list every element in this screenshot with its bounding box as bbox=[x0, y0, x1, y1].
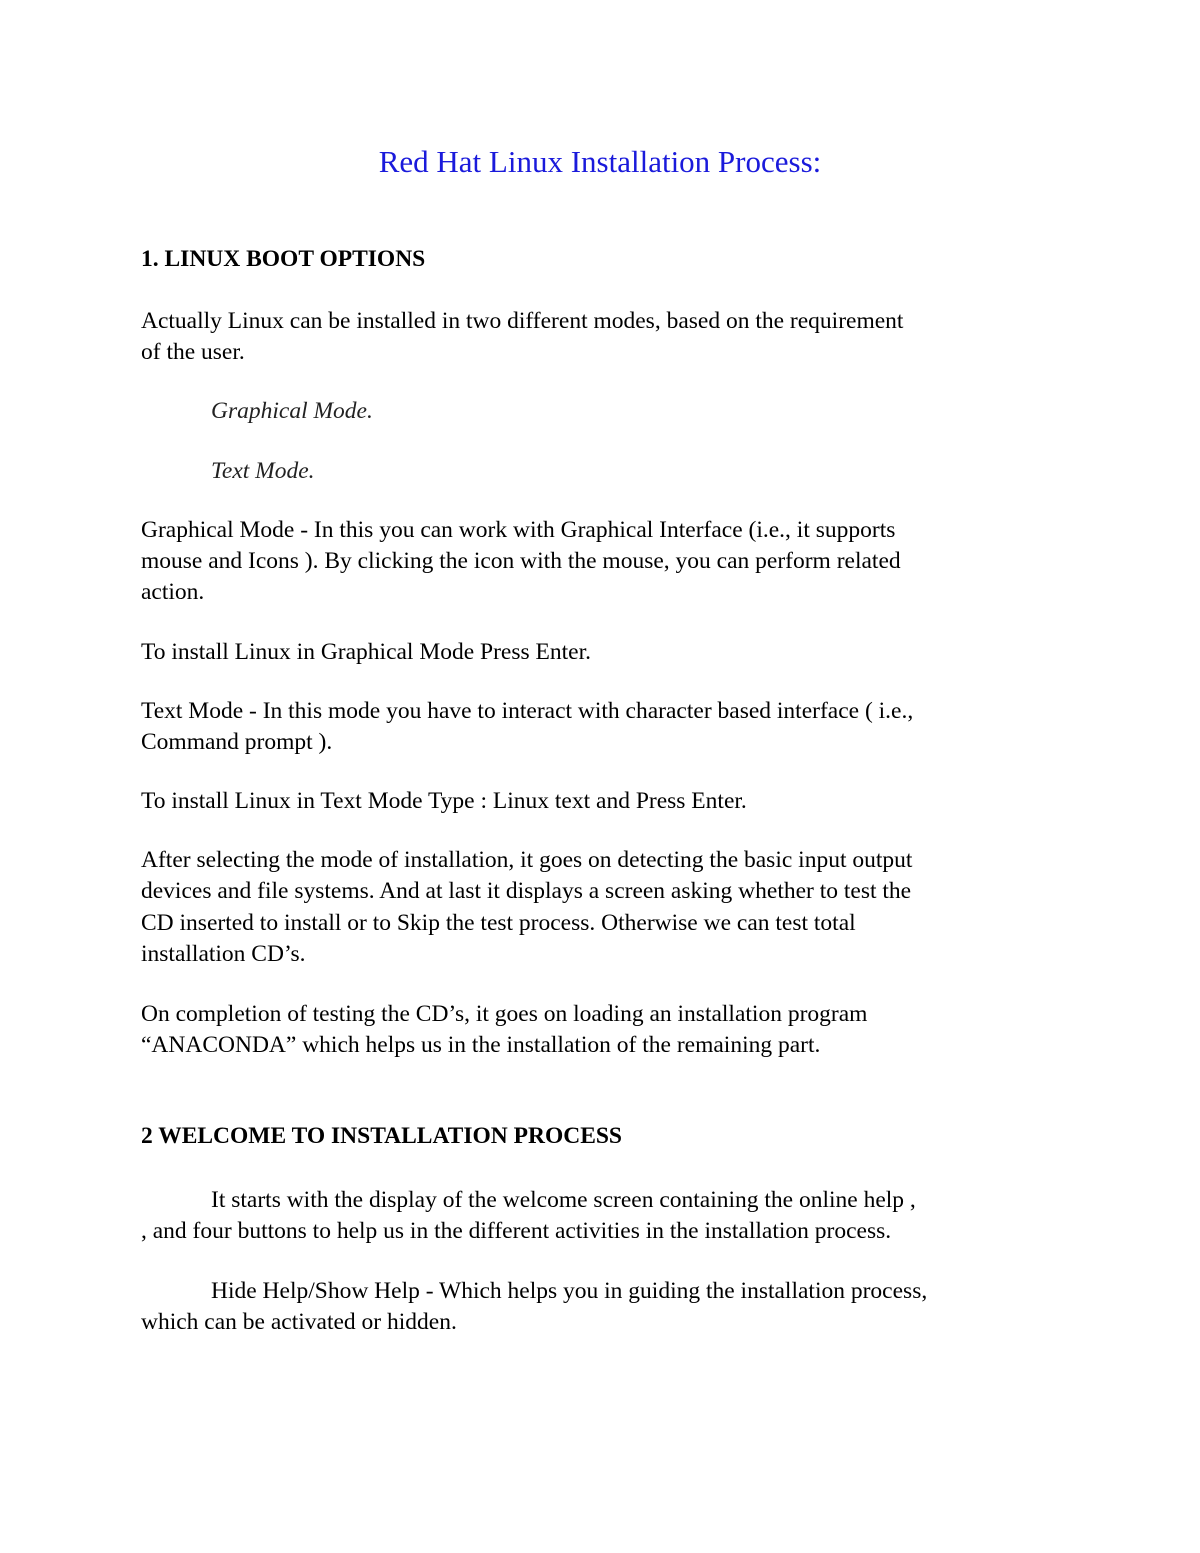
paragraph-line: mouse and Icons ). By clicking the icon with the mouse, you can perform related bbox=[141, 548, 901, 574]
section-heading-linux-boot-options: 1. LINUX BOOT OPTIONS bbox=[141, 246, 426, 272]
paragraph-line: CD inserted to install or to Skip the test process. Otherwise we can test total bbox=[141, 910, 856, 936]
paragraph-line: , and four buttons to help us in the different activities in the installation process. bbox=[141, 1218, 892, 1244]
paragraph-line: To install Linux in Graphical Mode Press Enter. bbox=[141, 639, 591, 665]
paragraph-line: On completion of testing the CD’s, it goes on loading an installation program bbox=[141, 1001, 868, 1027]
paragraph-line: which can be activated or hidden. bbox=[141, 1309, 457, 1335]
mode-list-item-text: Text Mode. bbox=[211, 458, 315, 484]
paragraph-line: devices and file systems. And at last it displays a screen asking whether to test the bbox=[141, 878, 912, 904]
paragraph-line: Command prompt ). bbox=[141, 729, 333, 755]
paragraph-line: of the user. bbox=[141, 339, 245, 365]
paragraph-line: It starts with the display of the welcome screen containing the online help , bbox=[211, 1187, 916, 1213]
document-title: Red Hat Linux Installation Process: bbox=[378, 144, 822, 179]
paragraph-line: “ANACONDA” which helps us in the installation of the remaining part. bbox=[141, 1032, 821, 1058]
paragraph-line: To install Linux in Text Mode Type : Linux text and Press Enter. bbox=[141, 788, 747, 814]
paragraph-line: Hide Help/Show Help - Which helps you in guiding the installation process, bbox=[211, 1278, 928, 1304]
paragraph-line: After selecting the mode of installation, it goes on detecting the basic input output bbox=[141, 847, 913, 873]
paragraph-line: Text Mode - In this mode you have to interact with character based interface ( i.e., bbox=[141, 698, 914, 724]
paragraph-line: Actually Linux can be installed in two different modes, based on the requirement bbox=[141, 308, 904, 334]
paragraph-line: Graphical Mode - In this you can work with Graphical Interface (i.e., it supports bbox=[141, 517, 896, 543]
mode-list-item-graphical: Graphical Mode. bbox=[211, 398, 373, 424]
section-heading-welcome-to-installation: 2 WELCOME TO INSTALLATION PROCESS bbox=[141, 1123, 623, 1149]
paragraph-line: action. bbox=[141, 579, 205, 605]
paragraph-line: installation CD’s. bbox=[141, 941, 306, 967]
